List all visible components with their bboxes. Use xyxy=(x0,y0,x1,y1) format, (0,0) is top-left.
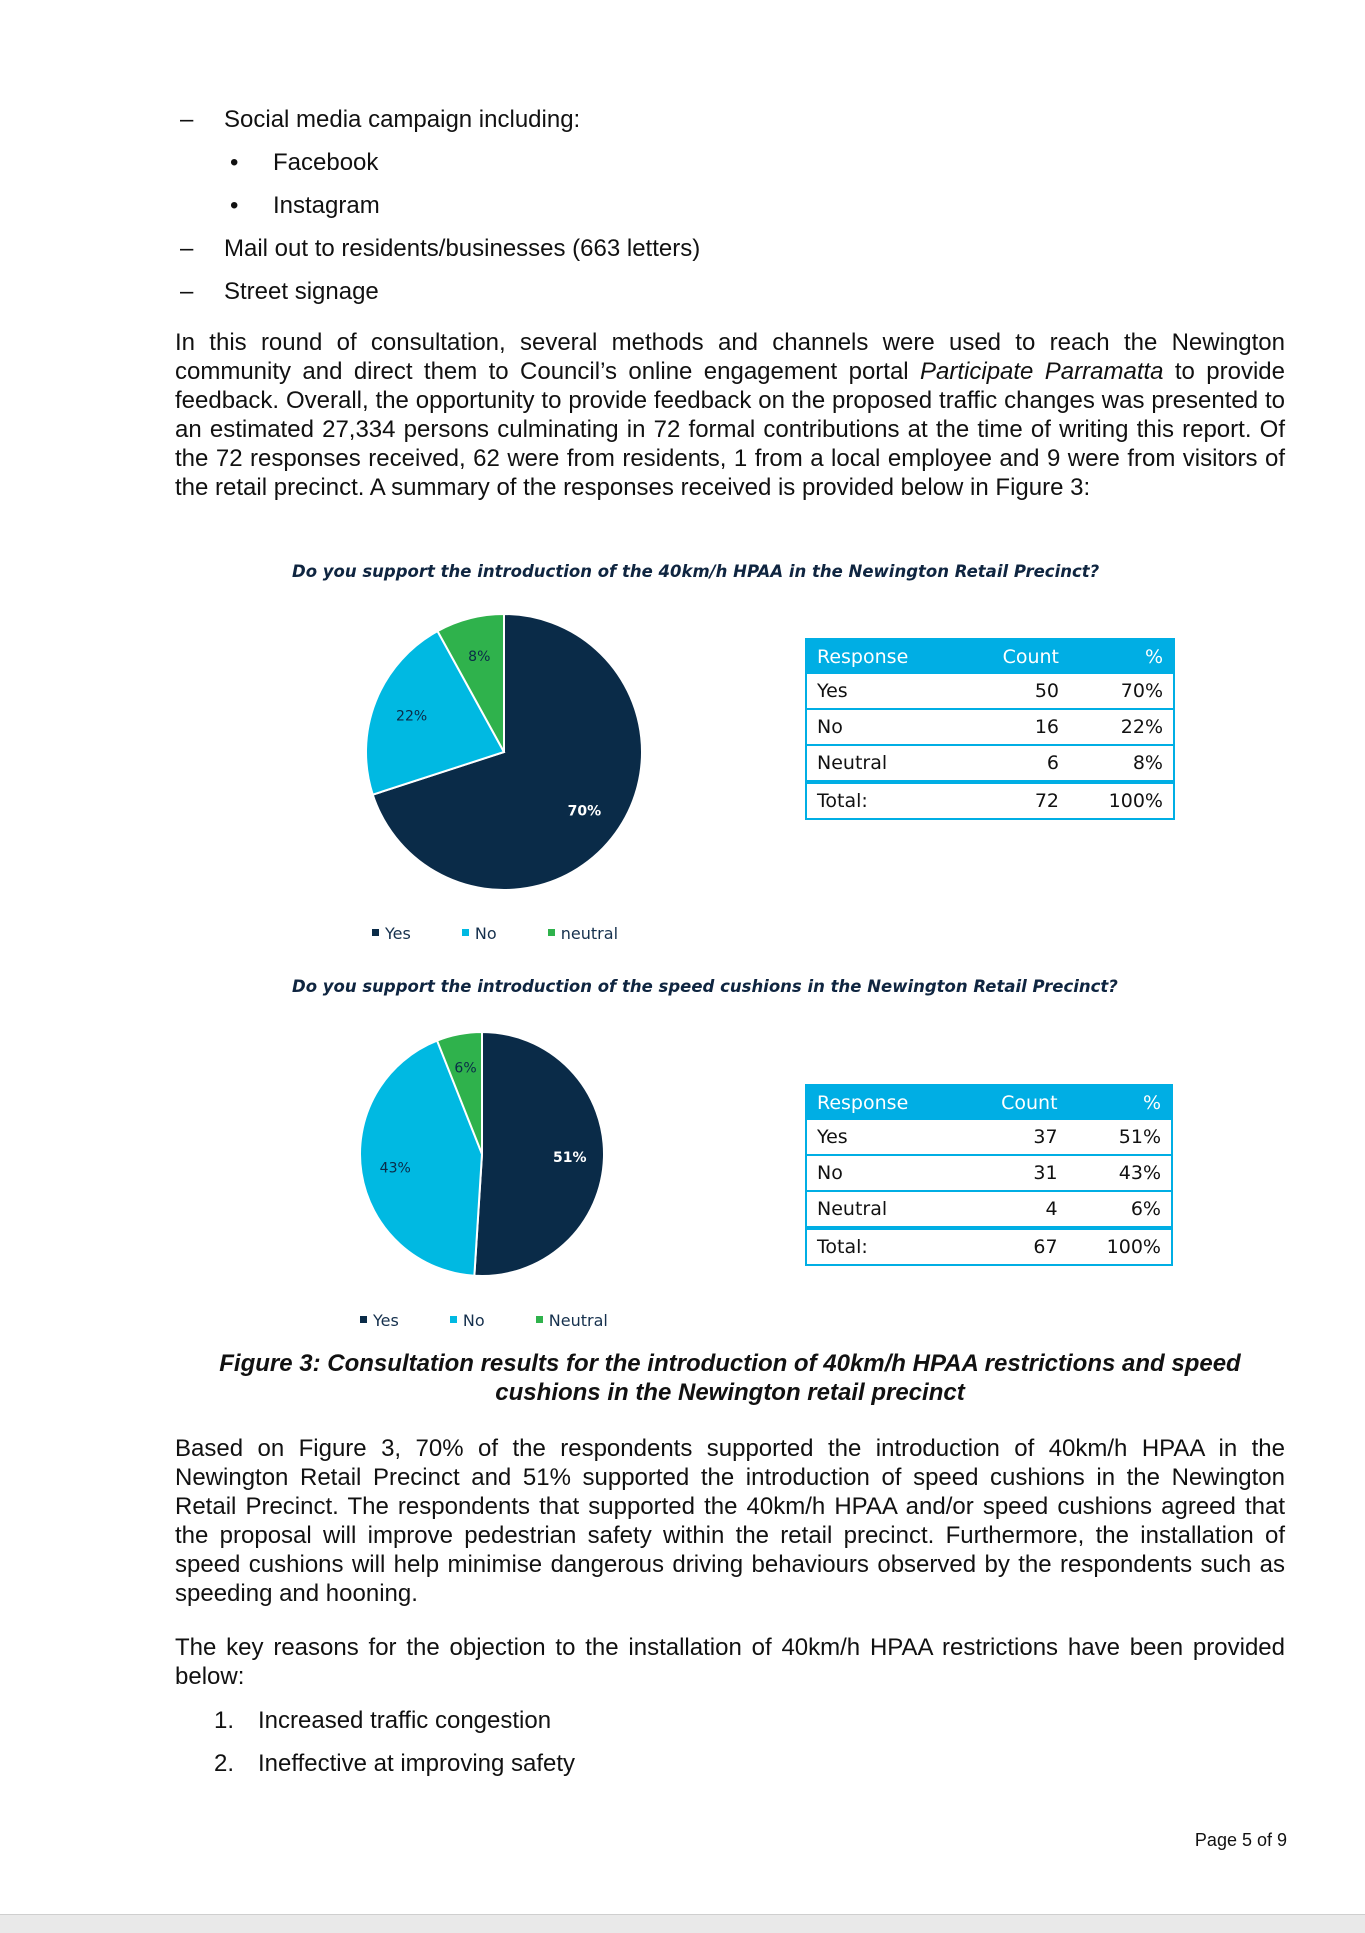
cell-count: 37 xyxy=(962,1120,1068,1155)
results-paragraph xyxy=(175,1434,1285,1608)
table-header-row xyxy=(806,1085,1172,1120)
legend-swatch-no xyxy=(462,929,469,936)
legend-label: Yes xyxy=(385,924,411,943)
dash-marker: – xyxy=(180,278,194,305)
cell-percent: 22% xyxy=(1069,709,1174,745)
objection-paragraph xyxy=(175,1633,1285,1691)
page-number: Page 5 of 9 xyxy=(1194,1830,1287,1850)
cell-percent: 70% xyxy=(1069,674,1174,709)
pie-slice-label: 43% xyxy=(379,1160,411,1177)
chart-1-legend xyxy=(372,924,664,943)
list-item-text: Street signage xyxy=(224,278,379,305)
cell-response: No xyxy=(806,709,962,745)
legend-item xyxy=(372,924,411,943)
list-number: 2. xyxy=(214,1750,235,1777)
chart-2-legend xyxy=(360,1311,654,1330)
cell-count: 16 xyxy=(962,709,1069,745)
list-item-text: Ineffective at improving safety xyxy=(258,1750,576,1777)
header-count: Count xyxy=(962,1085,1068,1120)
pie-slice-label: 8% xyxy=(468,648,491,665)
table-total-row xyxy=(806,1228,1172,1265)
dash-marker: – xyxy=(180,106,194,133)
cell-percent: 43% xyxy=(1068,1155,1172,1191)
legend-label: No xyxy=(462,1311,485,1330)
chart-2-title: Do you support the introduction of the speed cushions in the Newington Retail Precinct? xyxy=(292,977,1118,996)
pie-slice-label: 70% xyxy=(567,803,602,820)
table-row xyxy=(806,709,1174,745)
header-percent: % xyxy=(1068,1085,1172,1120)
cell-percent: 8% xyxy=(1069,745,1174,782)
chart-1-title: Do you support the introduction of the 40km/h HPAA in the Newington Retail Precinct? xyxy=(292,562,1100,581)
legend-item xyxy=(360,1311,399,1330)
list-item-text: Social media campaign including: xyxy=(224,106,581,133)
cell-response: Neutral xyxy=(806,745,962,782)
cell-percent: 6% xyxy=(1068,1191,1172,1228)
portal-name: Participate Parramatta xyxy=(920,358,1164,385)
legend-swatch-yes xyxy=(372,929,379,936)
legend-swatch-neutral xyxy=(536,1316,543,1323)
cell-total-label: Total: xyxy=(806,1228,962,1265)
cell-response: No xyxy=(806,1155,962,1191)
table-total-row xyxy=(806,782,1174,819)
table-row xyxy=(806,1120,1172,1155)
intro-text-cont: to provide feedback. Overall, the opportunity to provide feedback on the proposed traffic changes was presented to an estimated 27,334 persons culminating in 72 formal contributions at the time of writing this report. Of the 72 responses received, 62 were from residents, 1 from a local employee and 9 were from visitors of the retail precinct. A summary of the responses received is provided below in Figure 3: xyxy=(175,358,1285,501)
cell-percent: 51% xyxy=(1068,1120,1172,1155)
cell-total-percent: 100% xyxy=(1069,782,1174,819)
legend-item xyxy=(536,1311,608,1330)
bullet-marker: • xyxy=(230,192,239,219)
cell-response: Yes xyxy=(806,674,962,709)
intro-text: In this round of consultation, several methods and channels were used to reach the Newington community and direct them to Council’s online engagement portal xyxy=(175,329,1285,385)
bullet-marker: • xyxy=(230,149,239,176)
cell-count: 6 xyxy=(962,745,1069,782)
chart-2-pie xyxy=(358,1030,606,1278)
legend-swatch-no xyxy=(450,1316,457,1323)
pie-slice-label: 22% xyxy=(396,708,428,725)
table-row xyxy=(806,1155,1172,1191)
cell-response: Yes xyxy=(806,1120,962,1155)
legend-swatch-yes xyxy=(360,1316,367,1323)
header-count: Count xyxy=(962,639,1069,674)
pie-slice-label: 6% xyxy=(454,1060,477,1077)
legend-label: neutral xyxy=(560,924,619,943)
cell-count: 31 xyxy=(962,1155,1068,1191)
chart-1-table xyxy=(805,638,1175,820)
viewer-bottom-edge xyxy=(0,1914,1365,1933)
header-response: Response xyxy=(806,639,962,674)
list-item-text: Facebook xyxy=(273,149,379,176)
objection-text: The key reasons for the objection to the installation of 40km/h HPAA restrictions have been provided below: xyxy=(175,1634,1285,1690)
figure-caption: Figure 3: Consultation results for the introduction of 40km/h HPAA restrictions and speed cushions in the Newington retail precinct xyxy=(219,1350,1241,1406)
chart-1-pie xyxy=(364,612,644,892)
chart-2-table xyxy=(805,1084,1173,1266)
list-item-text: Mail out to residents/businesses (663 letters) xyxy=(224,235,701,262)
list-number: 1. xyxy=(214,1707,235,1734)
table-header-row xyxy=(806,639,1174,674)
list-item-text: Increased traffic congestion xyxy=(258,1707,552,1734)
results-text: Based on Figure 3, 70% of the respondents supported the introduction of 40km/h HPAA in the Newington Retail Precinct and 51% supported the introduction of speed cushions in the Newington Retail Precinct. The respondents that supported the 40km/h HPAA and/or speed cushions agreed that the proposal will improve pedestrian safety within the retail precinct. Furthermore, the installation of speed cushions will help minimise dangerous driving behaviours observed by the respondents such as speeding and hooning. xyxy=(175,1435,1285,1607)
cell-response: Neutral xyxy=(806,1191,962,1228)
cell-total-count: 67 xyxy=(962,1228,1068,1265)
list-item-text: Instagram xyxy=(273,192,380,219)
header-response: Response xyxy=(806,1085,962,1120)
legend-label: Neutral xyxy=(548,1311,608,1330)
table-row xyxy=(806,674,1174,709)
legend-item xyxy=(462,924,497,943)
intro-paragraph xyxy=(175,328,1285,502)
legend-swatch-neutral xyxy=(548,929,555,936)
legend-label: No xyxy=(474,924,497,943)
cell-total-count: 72 xyxy=(962,782,1069,819)
dash-marker: – xyxy=(180,235,194,262)
header-percent: % xyxy=(1069,639,1174,674)
legend-item xyxy=(548,924,618,943)
legend-label: Yes xyxy=(373,1311,399,1330)
cell-count: 4 xyxy=(962,1191,1068,1228)
table-row xyxy=(806,745,1174,782)
table-row xyxy=(806,1191,1172,1228)
cell-count: 50 xyxy=(962,674,1069,709)
cell-total-percent: 100% xyxy=(1068,1228,1172,1265)
pie-slice-label: 51% xyxy=(553,1149,587,1166)
cell-total-label: Total: xyxy=(806,782,962,819)
legend-item xyxy=(450,1311,485,1330)
